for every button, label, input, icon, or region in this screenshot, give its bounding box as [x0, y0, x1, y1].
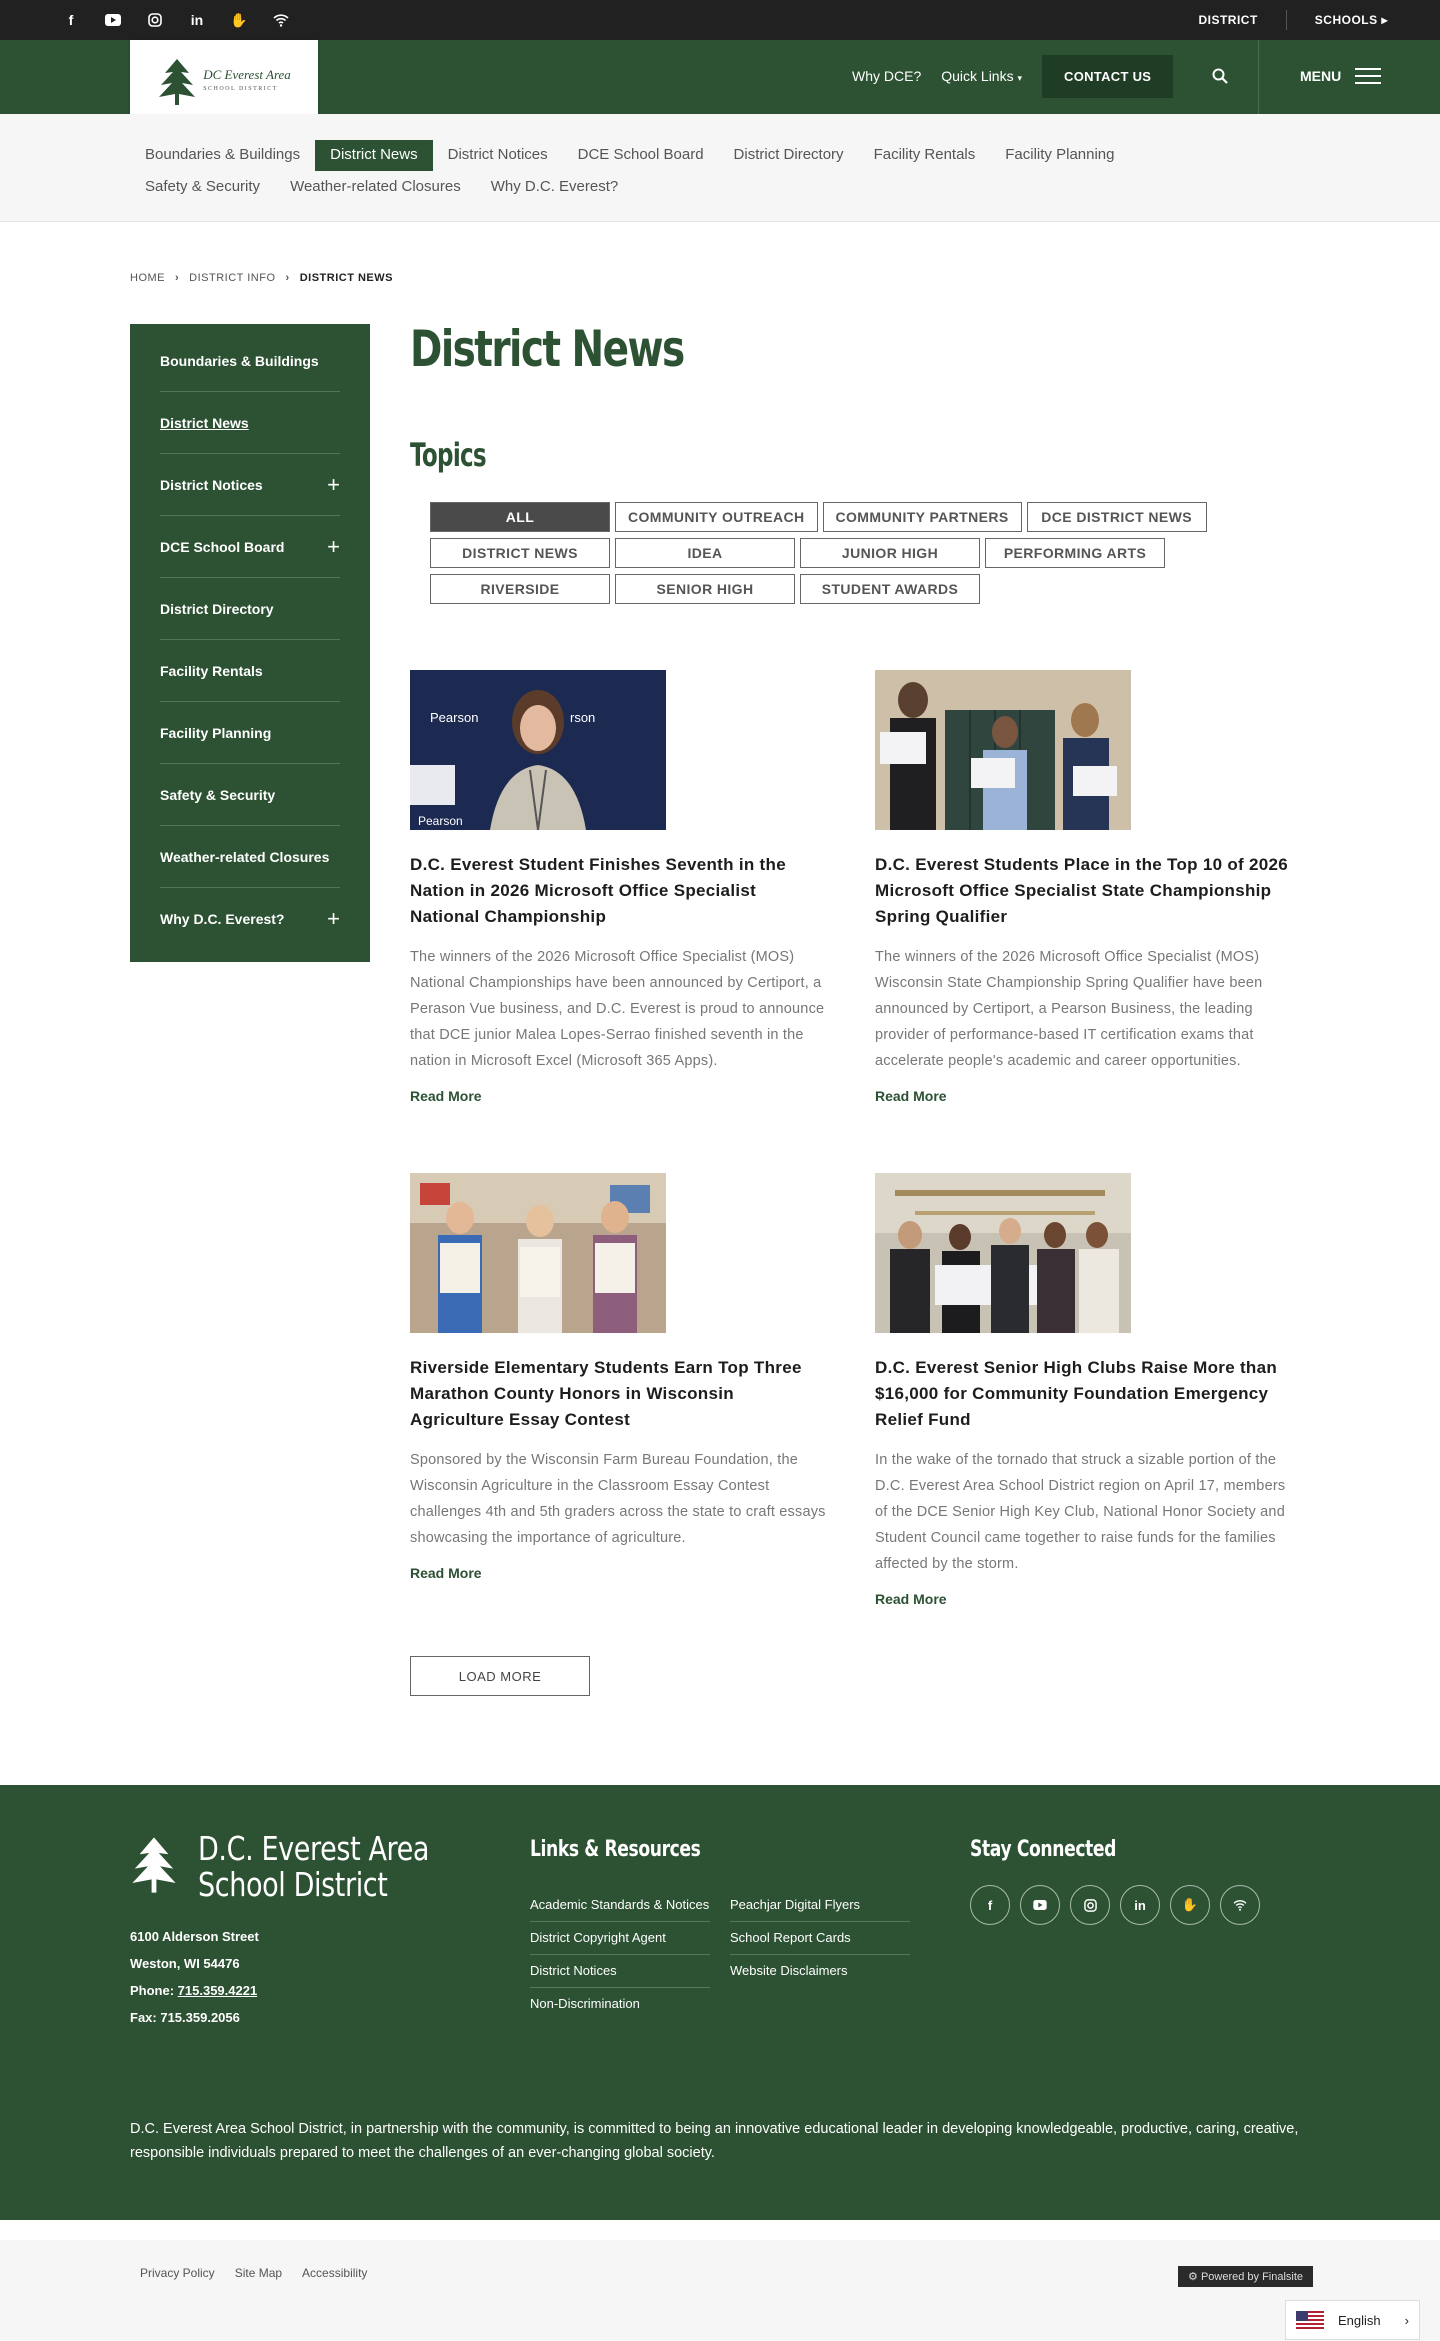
- footer-link[interactable]: District Copyright Agent: [530, 1922, 710, 1955]
- linkedin-icon[interactable]: in: [190, 12, 204, 28]
- footer-district-name: D.C. Everest Area School District: [198, 1829, 430, 1904]
- sidebar-item-label: Safety & Security: [160, 786, 276, 803]
- sidebar-item-label: DCE School Board: [160, 538, 285, 555]
- peachjar-icon[interactable]: ✋: [230, 11, 248, 28]
- quick-links-dropdown[interactable]: [941, 68, 1022, 84]
- peachjar-icon[interactable]: ✋: [1170, 1885, 1210, 1925]
- logo-text: [203, 68, 291, 96]
- contact-us-button[interactable]: CONTACT US: [1042, 55, 1173, 98]
- read-more-link[interactable]: Read More: [875, 1088, 947, 1104]
- subnav-district-news[interactable]: District News: [315, 140, 433, 171]
- search-icon: [1212, 68, 1228, 84]
- filter-community-partners[interactable]: COMMUNITY PARTNERS: [823, 502, 1022, 532]
- tree-logo-icon: [130, 1833, 178, 1897]
- facebook-icon[interactable]: f: [970, 1885, 1010, 1925]
- subnav-district-notices[interactable]: District Notices: [447, 146, 548, 163]
- chevron-right-icon: ›: [175, 272, 180, 284]
- chevron-right-icon: ▸: [1381, 13, 1388, 27]
- topic-filters: [430, 502, 1230, 610]
- footer-social-links: [970, 1885, 1270, 1925]
- read-more-link[interactable]: Read More: [875, 1591, 947, 1607]
- powered-label: Powered by Finalsite: [1200, 2271, 1304, 2283]
- breadcrumb: [130, 272, 393, 284]
- expand-plus-icon[interactable]: +: [327, 533, 340, 559]
- filter-senior-high[interactable]: SENIOR HIGH: [615, 574, 795, 604]
- article-title[interactable]: Riverside Elementary Students Earn Top Three Marathon County Honors in Wisconsin Agriculture Essay Contest: [410, 1358, 802, 1429]
- subnav-directory[interactable]: District Directory: [733, 146, 844, 163]
- expand-plus-icon[interactable]: +: [327, 471, 340, 497]
- facebook-icon[interactable]: f: [68, 12, 74, 28]
- divider: [1258, 40, 1259, 114]
- finalsite-icon: ⚙: [1188, 2271, 1198, 2283]
- search-button[interactable]: [1200, 56, 1240, 96]
- sidebar-item-safety[interactable]: [160, 764, 340, 826]
- accessibility-link[interactable]: Accessibility: [302, 2266, 368, 2280]
- footer-link[interactable]: School Report Cards: [730, 1922, 910, 1955]
- news-card: [875, 670, 1295, 1104]
- filter-idea[interactable]: IDEA: [615, 538, 795, 568]
- breadcrumb-home[interactable]: HOME: [130, 272, 165, 284]
- filter-student-awards[interactable]: STUDENT AWARDS: [800, 574, 980, 604]
- sidebar-item-boundaries[interactable]: [160, 330, 340, 392]
- language-label: English: [1338, 2312, 1381, 2328]
- article-title[interactable]: D.C. Everest Students Place in the Top 10 of 2026 Microsoft Office Specialist State Championship Spring Qualifier: [875, 855, 1289, 926]
- legal-bar: [0, 2240, 1440, 2341]
- sidebar-item-weather[interactable]: [160, 826, 340, 888]
- language-selector[interactable]: [1285, 2300, 1420, 2340]
- topics-heading: Topics: [410, 436, 486, 474]
- sidebar-item-label: Boundaries & Buildings: [160, 352, 319, 369]
- why-dce-link[interactable]: Why DCE?: [852, 68, 922, 84]
- subnav-why[interactable]: Why D.C. Everest?: [490, 178, 619, 195]
- chevron-right-icon: ›: [1404, 2312, 1409, 2328]
- schools-label: SCHOOLS: [1314, 13, 1378, 27]
- expand-plus-icon[interactable]: +: [327, 906, 340, 931]
- svg-text:Pearson: Pearson: [430, 710, 479, 725]
- sidebar-item-label: Facility Rentals: [160, 662, 263, 679]
- utility-bar: [0, 0, 1440, 40]
- powered-by-badge[interactable]: [1178, 2266, 1313, 2287]
- instagram-icon[interactable]: [1070, 1885, 1110, 1925]
- news-card: [410, 670, 830, 1104]
- load-more-button[interactable]: LOAD MORE: [410, 1656, 590, 1696]
- fax-line: Fax: 715.359.2056: [130, 2010, 240, 2025]
- privacy-policy-link[interactable]: Privacy Policy: [140, 2266, 215, 2280]
- filter-junior-high[interactable]: JUNIOR HIGH: [800, 538, 980, 568]
- subnav-facility-planning[interactable]: Facility Planning: [1005, 146, 1115, 163]
- address-line: Weston, WI 54476: [130, 1956, 240, 1971]
- header-nav: [852, 54, 1173, 98]
- chevron-right-icon: ›: [285, 272, 290, 284]
- address-line: 6100 Alderson Street: [130, 1929, 259, 1944]
- sidebar-item-facility-planning[interactable]: [160, 702, 340, 764]
- footer-address: [130, 1923, 259, 2031]
- social-links: [58, 0, 310, 40]
- sidebar-item-district-news[interactable]: [160, 392, 340, 454]
- instagram-icon[interactable]: [142, 7, 168, 33]
- subnav-weather[interactable]: Weather-related Closures: [290, 178, 461, 195]
- youtube-icon[interactable]: [100, 7, 126, 33]
- article-photo[interactable]: [875, 1173, 1131, 1333]
- site-footer: [0, 1785, 1440, 2220]
- linkedin-icon[interactable]: in: [1120, 1885, 1160, 1925]
- subnav-boundaries[interactable]: Boundaries & Buildings: [145, 146, 301, 163]
- filter-all[interactable]: ALL: [430, 502, 610, 532]
- sidebar-item-label: Weather-related Closures: [160, 848, 330, 865]
- article-photo[interactable]: [410, 670, 666, 830]
- article-title[interactable]: D.C. Everest Student Finishes Seventh in the Nation in 2026 Microsoft Office Specialist National Championship: [410, 855, 786, 926]
- us-flag-icon: [1296, 2311, 1324, 2329]
- legal-links: [140, 2266, 387, 2280]
- wifi-icon[interactable]: [1220, 1885, 1260, 1925]
- menu-label: MENU: [1300, 68, 1342, 84]
- sidebar-item-why[interactable]: [160, 888, 340, 950]
- article-summary: The winners of the 2026 Microsoft Office Specialist (MOS) Wisconsin State Championship Spring Qualifier have been announced by Certiport, a Pearson Business, the leading provider of performance-based IT certification exams that accelerate people's academic and career opportunities.: [875, 949, 1263, 1069]
- article-photo[interactable]: [410, 1173, 666, 1333]
- links-heading: Links & Resources: [530, 1837, 701, 1862]
- sidebar-item-label: District Directory: [160, 600, 274, 617]
- district-link[interactable]: DISTRICT: [1198, 13, 1258, 27]
- youtube-icon[interactable]: [1020, 1885, 1060, 1925]
- article-title[interactable]: D.C. Everest Senior High Clubs Raise More than $16,000 for Community Foundation Emergency Relief Fund: [875, 1358, 1278, 1429]
- footer-link[interactable]: Peachjar Digital Flyers: [730, 1889, 910, 1922]
- sidebar-item-label: Facility Planning: [160, 724, 272, 741]
- breadcrumb-district-info[interactable]: DISTRICT INFO: [189, 272, 276, 284]
- footer-links-col1: [530, 1889, 710, 2020]
- caret-down-icon: ▾: [1017, 73, 1023, 83]
- news-card: [875, 1173, 1295, 1607]
- schools-link[interactable]: [1315, 13, 1388, 27]
- filter-community-outreach[interactable]: COMMUNITY OUTREACH: [615, 502, 818, 532]
- svg-text:Pearson: Pearson: [418, 814, 463, 828]
- footer-link[interactable]: Academic Standards & Notices: [530, 1889, 710, 1922]
- divider: [1286, 10, 1287, 30]
- menu-button[interactable]: [1300, 56, 1381, 96]
- stay-connected-heading: Stay Connected: [970, 1837, 1117, 1862]
- article-summary: In the wake of the tornado that struck a sizable portion of the D.C. Everest Area School District region on April 17, members of the DCE Senior High Key Club, National Honor Society and Student Council came together to raise funds for the families affected by the storm.: [875, 1452, 1286, 1572]
- footer-links-col2: [730, 1889, 910, 1987]
- district-logo[interactable]: [130, 40, 318, 124]
- phone-line: [130, 1977, 259, 2004]
- footer-link[interactable]: Non-Discrimination: [530, 1996, 640, 2011]
- logo-subtitle: SCHOOL DISTRICT: [203, 86, 278, 92]
- article-summary: Sponsored by the Wisconsin Farm Bureau Foundation, the Wisconsin Agriculture in the Classroom Essay Contest challenges 4th and 5th graders across the state to craft essays showcasing the importance of agriculture.: [410, 1452, 826, 1546]
- utility-links: [1198, 0, 1388, 40]
- sidebar-item-directory[interactable]: [160, 578, 340, 640]
- filter-performing-arts[interactable]: PERFORMING ARTS: [985, 538, 1165, 568]
- sidebar-item-facility-rentals[interactable]: [160, 640, 340, 702]
- breadcrumb-current: DISTRICT NEWS: [299, 272, 393, 284]
- filter-district-news[interactable]: DISTRICT NEWS: [430, 538, 610, 568]
- footer-link[interactable]: District Notices: [530, 1955, 710, 1988]
- hamburger-icon: [1355, 63, 1381, 89]
- sidebar-item-label: District News: [160, 414, 249, 431]
- logo-name: DC Everest Area: [203, 67, 291, 82]
- footer-link[interactable]: Website Disclaimers: [730, 1963, 848, 1978]
- subnav-safety[interactable]: Safety & Security: [145, 178, 261, 195]
- phone-link[interactable]: 715.359.4221: [177, 1983, 258, 1998]
- phone-label: Phone:: [130, 1983, 178, 1998]
- section-nav: [0, 114, 1440, 222]
- site-map-link[interactable]: Site Map: [234, 2266, 283, 2280]
- tree-logo-icon: [157, 57, 197, 107]
- sidebar-item-school-board[interactable]: [160, 516, 340, 578]
- sidebar-item-district-notices[interactable]: [160, 454, 340, 516]
- article-photo[interactable]: [875, 670, 1131, 830]
- subnav-school-board[interactable]: DCE School Board: [577, 146, 704, 163]
- filter-dce-district-news[interactable]: DCE DISTRICT NEWS: [1027, 502, 1207, 532]
- read-more-link[interactable]: Read More: [410, 1088, 482, 1104]
- sidebar-nav: [130, 324, 370, 962]
- sidebar-item-label: Why D.C. Everest?: [160, 911, 285, 927]
- page-title: District News: [410, 320, 684, 378]
- subnav-facility-rentals[interactable]: Facility Rentals: [873, 146, 976, 163]
- svg-text:rson: rson: [570, 710, 596, 725]
- quick-links-label: Quick Links: [941, 68, 1014, 84]
- article-summary: The winners of the 2026 Microsoft Office Specialist (MOS) National Championships have been announced by Certiport, a Perason Vue business, and D.C. Everest is proud to announce that DCE junior Malea Lopes-Serrao finished seventh in the nation in Microsoft Excel (Microsoft 365 Apps).: [410, 949, 825, 1069]
- news-card: [410, 1173, 830, 1581]
- wifi-icon[interactable]: [268, 7, 294, 33]
- filter-riverside[interactable]: RIVERSIDE: [430, 574, 610, 604]
- read-more-link[interactable]: Read More: [410, 1565, 482, 1581]
- mission-statement: D.C. Everest Area School District, in partnership with the community, is committed to being an innovative educational leader in developing knowledgeable, productive, caring, creative, responsible individuals prepared to meet the challenges of an ever-changing global society.: [130, 2121, 1299, 2161]
- sidebar-item-label: District Notices: [160, 476, 263, 493]
